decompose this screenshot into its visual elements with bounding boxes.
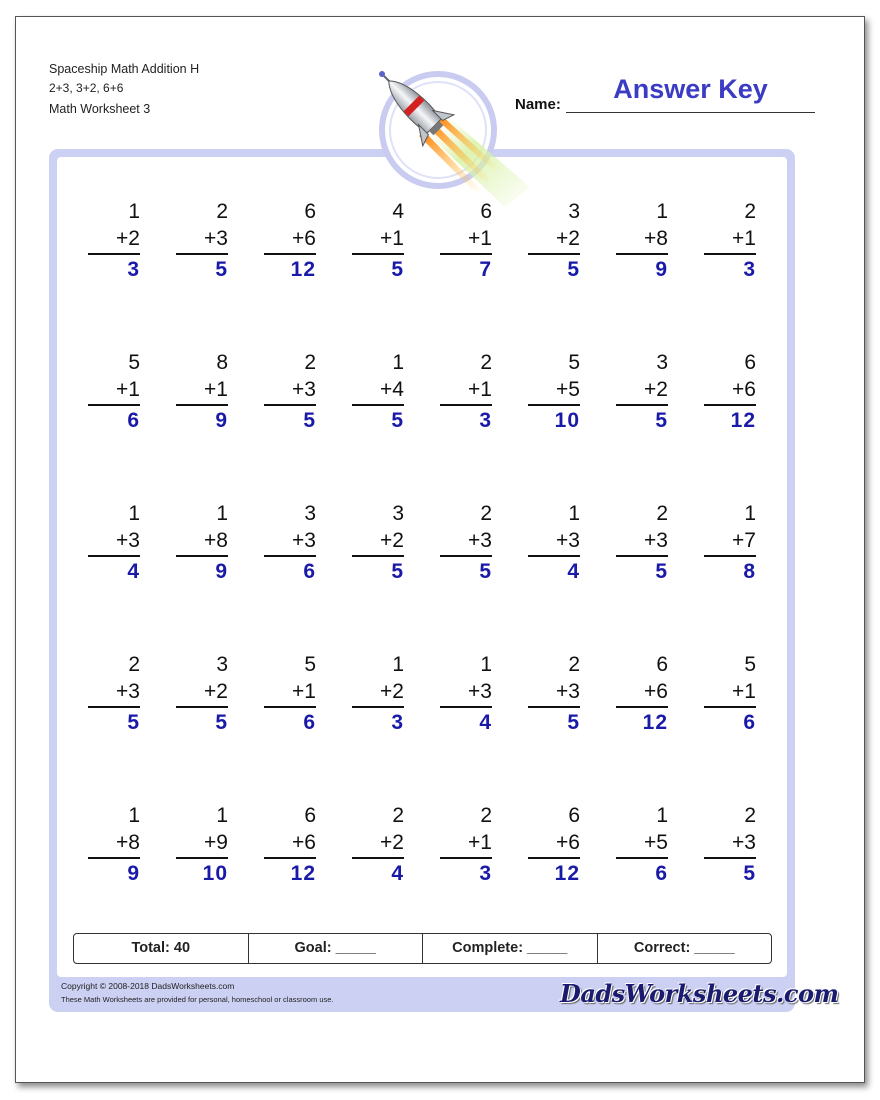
score-bar	[73, 933, 772, 964]
problem-addend: +8	[644, 227, 668, 250]
problem-answer: 4	[391, 862, 404, 885]
problem	[618, 500, 668, 585]
problem-top-number: 5	[744, 653, 756, 676]
problem	[90, 500, 140, 585]
problem	[442, 651, 492, 736]
problem-addend: +1	[204, 378, 228, 401]
problem	[530, 198, 580, 283]
problem	[90, 651, 140, 736]
problem-answer: 6	[655, 862, 668, 885]
problem-top-number: 1	[656, 200, 668, 223]
problem	[178, 802, 228, 887]
brand-logo: DadsWorksheets.com	[560, 979, 839, 1008]
problem	[442, 349, 492, 434]
problem-top-number: 1	[128, 804, 140, 827]
problem-addend: +5	[556, 378, 580, 401]
problem-addend: +2	[556, 227, 580, 250]
problem-addend: +8	[204, 529, 228, 552]
problem	[90, 198, 140, 283]
problem-answer: 4	[567, 560, 580, 583]
problem-top-number: 2	[480, 502, 492, 525]
problem-answer: 9	[215, 409, 228, 432]
problem-top-number: 1	[656, 804, 668, 827]
problem-answer: 3	[479, 409, 492, 432]
problem-addend: +3	[116, 680, 140, 703]
problem-answer: 3	[127, 258, 140, 281]
problem-top-number: 5	[568, 351, 580, 374]
problem	[178, 198, 228, 283]
problem-addend: +1	[380, 227, 404, 250]
problem-answer: 9	[215, 560, 228, 583]
problem-answer: 5	[391, 409, 404, 432]
problem-answer: 9	[655, 258, 668, 281]
problem	[706, 349, 756, 434]
problems-area	[57, 157, 787, 977]
problem-addend: +3	[732, 831, 756, 854]
problem	[706, 802, 756, 887]
problem-top-number: 2	[128, 653, 140, 676]
problem-top-number: 5	[304, 653, 316, 676]
problem	[618, 198, 668, 283]
problem-top-number: 8	[216, 351, 228, 374]
problem-addend: +3	[556, 529, 580, 552]
problem-addend: +1	[468, 378, 492, 401]
problem-addend: +8	[116, 831, 140, 854]
problem	[354, 349, 404, 434]
problem-top-number: 3	[304, 502, 316, 525]
problem-addend: +6	[644, 680, 668, 703]
problem-answer: 5	[567, 711, 580, 734]
problem-answer: 4	[127, 560, 140, 583]
problem	[266, 500, 316, 585]
problem-addend: +2	[116, 227, 140, 250]
problem-addend: +2	[204, 680, 228, 703]
problem-answer: 5	[391, 258, 404, 281]
problem-answer: 12	[290, 862, 316, 885]
problem-addend: +1	[732, 227, 756, 250]
problem-top-number: 6	[304, 200, 316, 223]
problem-answer: 5	[655, 560, 668, 583]
problem-addend: +1	[468, 831, 492, 854]
problem-answer: 6	[743, 711, 756, 734]
problem-top-number: 2	[568, 653, 580, 676]
problem-top-number: 3	[392, 502, 404, 525]
problem-addend: +6	[732, 378, 756, 401]
problem-answer: 5	[479, 560, 492, 583]
problem-answer: 7	[479, 258, 492, 281]
problem	[706, 500, 756, 585]
problem-answer: 10	[554, 409, 580, 432]
problem-top-number: 2	[304, 351, 316, 374]
problem-top-number: 1	[744, 502, 756, 525]
problem-addend: +2	[644, 378, 668, 401]
problem-addend: +6	[292, 227, 316, 250]
problem-top-number: 3	[656, 351, 668, 374]
worksheet-title: Spaceship Math Addition H	[49, 62, 200, 76]
problem-top-number: 1	[480, 653, 492, 676]
problem-top-number: 1	[392, 653, 404, 676]
problem-top-number: 1	[216, 804, 228, 827]
problem	[530, 651, 580, 736]
problem-answer: 12	[730, 409, 756, 432]
problem	[354, 802, 404, 887]
problem-answer: 6	[303, 711, 316, 734]
problem-addend: +3	[556, 680, 580, 703]
name-label: Name:	[515, 96, 561, 113]
copyright-text: Copyright © 2008-2018 DadsWorksheets.com	[61, 981, 235, 991]
worksheet-subtitle: 2+3, 3+2, 6+6	[49, 81, 124, 95]
rocket-icon	[355, 52, 535, 212]
problem-answer: 3	[479, 862, 492, 885]
problem	[266, 651, 316, 736]
problem-answer: 6	[127, 409, 140, 432]
problem-top-number: 5	[128, 351, 140, 374]
problem	[178, 651, 228, 736]
problem	[266, 802, 316, 887]
problem	[442, 802, 492, 887]
problem-addend: +7	[732, 529, 756, 552]
problem	[442, 198, 492, 283]
problem	[618, 651, 668, 736]
problem	[618, 349, 668, 434]
problem-top-number: 6	[480, 200, 492, 223]
problem-top-number: 4	[392, 200, 404, 223]
problem-top-number: 6	[744, 351, 756, 374]
problem-addend: +1	[292, 680, 316, 703]
problem-answer: 5	[215, 258, 228, 281]
problem-top-number: 3	[568, 200, 580, 223]
problem-addend: +3	[292, 529, 316, 552]
score-correct: Correct: _____	[597, 934, 772, 963]
problem-answer: 6	[303, 560, 316, 583]
problem-top-number: 3	[216, 653, 228, 676]
problem-addend: +3	[468, 680, 492, 703]
problem-top-number: 6	[656, 653, 668, 676]
problem-top-number: 2	[656, 502, 668, 525]
problem-answer: 5	[127, 711, 140, 734]
score-total: Total: 40	[131, 940, 191, 956]
problem-top-number: 2	[216, 200, 228, 223]
problem	[530, 802, 580, 887]
problem	[90, 802, 140, 887]
problem-addend: +5	[644, 831, 668, 854]
problem-addend: +3	[292, 378, 316, 401]
problem-addend: +3	[468, 529, 492, 552]
problem-top-number: 1	[568, 502, 580, 525]
problem-addend: +6	[556, 831, 580, 854]
problem-answer: 3	[743, 258, 756, 281]
problem-top-number: 2	[744, 200, 756, 223]
problem-answer: 12	[642, 711, 668, 734]
problem-addend: +1	[468, 227, 492, 250]
problem-top-number: 1	[128, 200, 140, 223]
problem-addend: +3	[204, 227, 228, 250]
problem	[618, 802, 668, 887]
usage-text: These Math Worksheets are provided for personal, homeschool or classroom use.	[61, 995, 334, 1004]
problem	[354, 651, 404, 736]
score-goal: Goal: _____	[248, 934, 423, 963]
problem-addend: +9	[204, 831, 228, 854]
problem-addend: +2	[380, 831, 404, 854]
problem-addend: +6	[292, 831, 316, 854]
problem-addend: +3	[644, 529, 668, 552]
problem-answer: 12	[290, 258, 316, 281]
answer-key-title: Answer Key	[613, 74, 768, 104]
problem-top-number: 6	[568, 804, 580, 827]
problem-top-number: 1	[392, 351, 404, 374]
problem-answer: 9	[127, 862, 140, 885]
problem-top-number: 6	[304, 804, 316, 827]
problem-answer: 5	[215, 711, 228, 734]
problem-addend: +1	[732, 680, 756, 703]
problem	[266, 349, 316, 434]
problem-addend: +2	[380, 529, 404, 552]
problem-answer: 5	[655, 409, 668, 432]
problem	[530, 500, 580, 585]
name-line	[566, 112, 815, 113]
problem-answer: 3	[391, 711, 404, 734]
problem-answer: 5	[303, 409, 316, 432]
problem	[178, 500, 228, 585]
problem	[354, 198, 404, 283]
problem-answer: 5	[391, 560, 404, 583]
problem-answer: 5	[743, 862, 756, 885]
problem-top-number: 1	[216, 502, 228, 525]
problem-answer: 12	[554, 862, 580, 885]
problem-answer: 5	[567, 258, 580, 281]
problem	[354, 500, 404, 585]
problem-top-number: 2	[744, 804, 756, 827]
problem	[530, 349, 580, 434]
problem	[178, 349, 228, 434]
problem-answer: 10	[202, 862, 228, 885]
problem-addend: +1	[116, 378, 140, 401]
problem-answer: 4	[479, 711, 492, 734]
problem-top-number: 1	[128, 502, 140, 525]
problem-addend: +4	[380, 378, 404, 401]
problem-answer: 8	[743, 560, 756, 583]
problem	[442, 500, 492, 585]
problem	[706, 198, 756, 283]
score-complete: Complete: _____	[422, 934, 597, 963]
problem-addend: +2	[380, 680, 404, 703]
problem-top-number: 2	[480, 804, 492, 827]
problem-top-number: 2	[392, 804, 404, 827]
problem	[706, 651, 756, 736]
problem-top-number: 2	[480, 351, 492, 374]
worksheet-number: Math Worksheet 3	[49, 102, 151, 116]
problem	[266, 198, 316, 283]
problem	[90, 349, 140, 434]
problem-addend: +3	[116, 529, 140, 552]
